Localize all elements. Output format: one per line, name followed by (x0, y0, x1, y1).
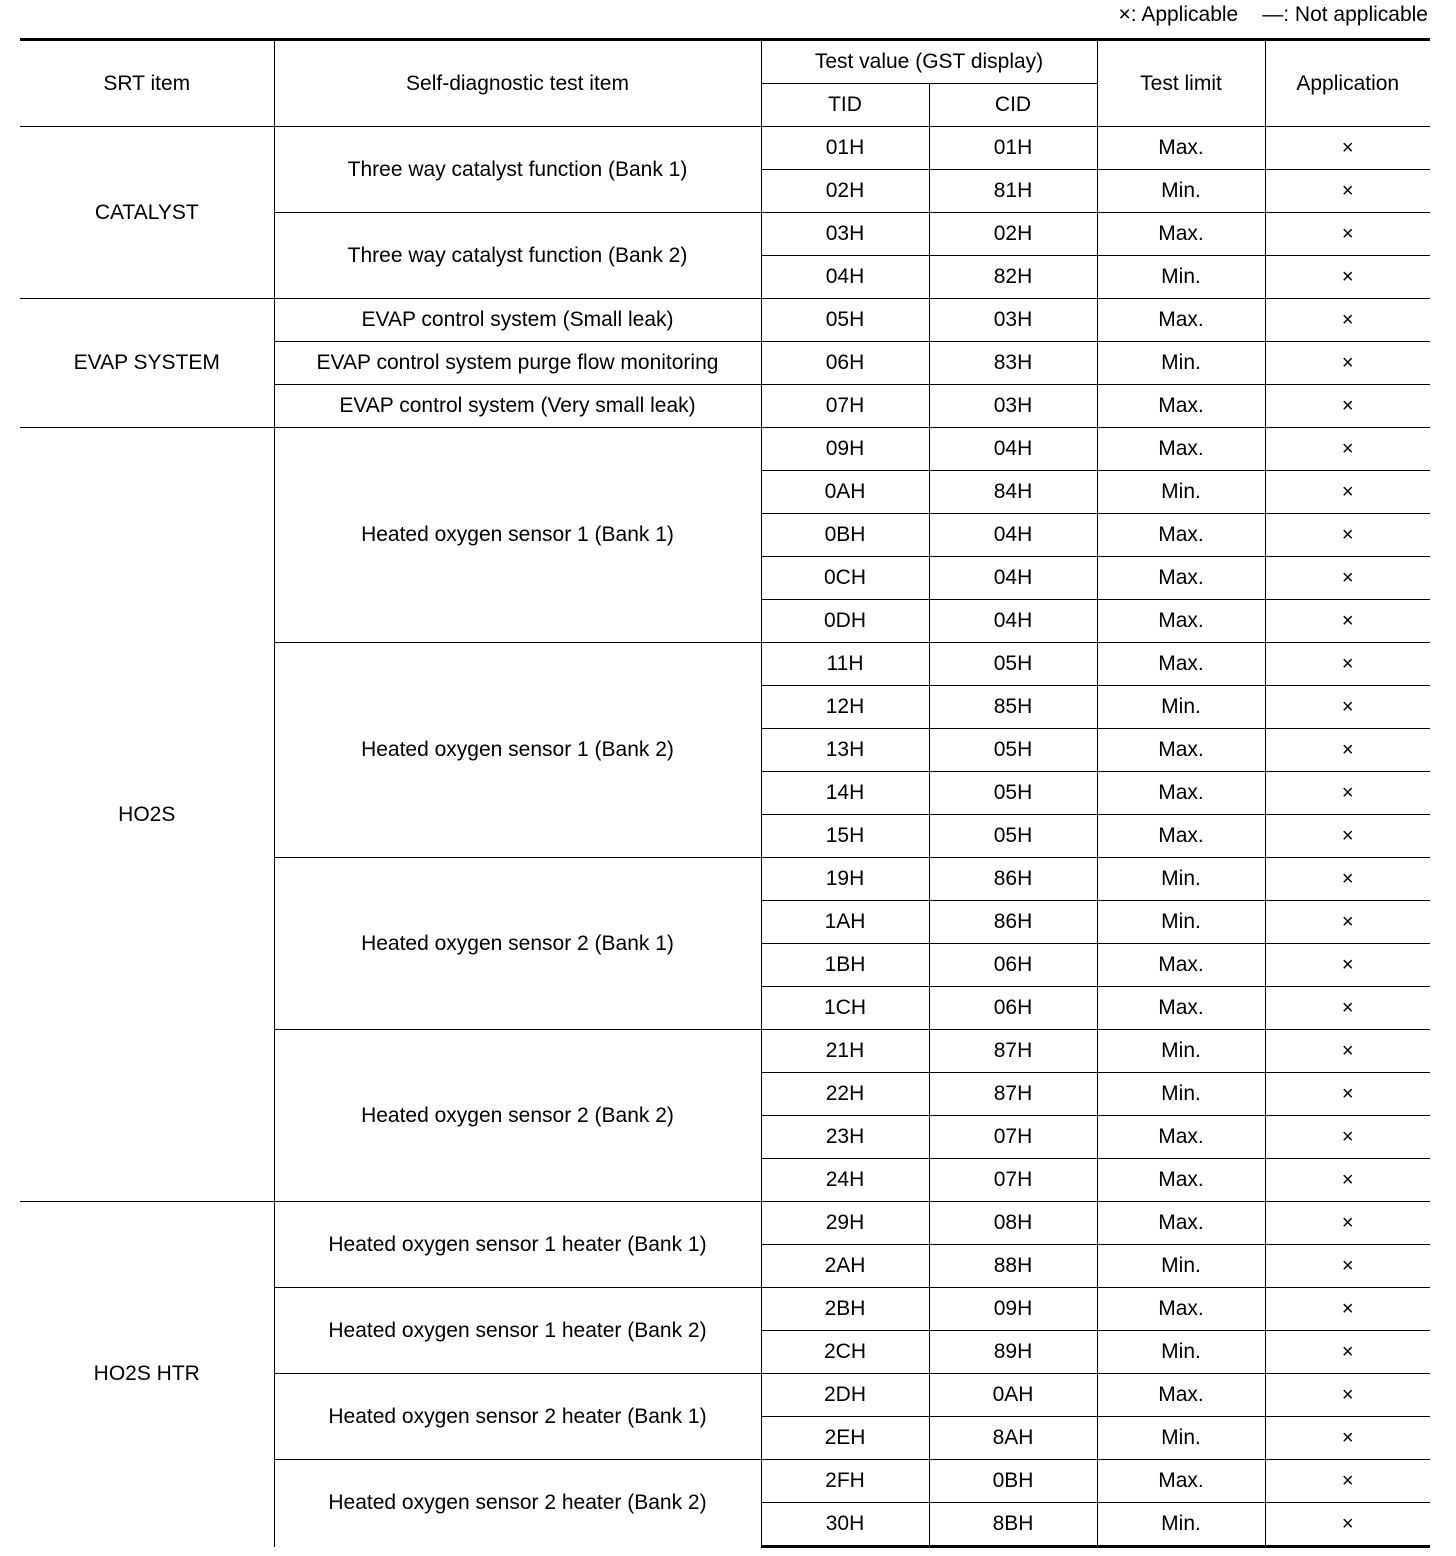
test-item-cell: Three way catalyst function (Bank 1) (274, 127, 761, 213)
application-mark: × (1265, 1460, 1430, 1503)
application-mark: × (1265, 256, 1430, 299)
test-item-cell: EVAP control system (Very small leak) (274, 385, 761, 428)
cid-cell: 83H (929, 342, 1097, 385)
cid-cell: 03H (929, 385, 1097, 428)
srt-item-cell: EVAP SYSTEM (20, 299, 274, 428)
application-mark: × (1265, 299, 1430, 342)
srt-table (20, 38, 1430, 1548)
cid-cell: 03H (929, 299, 1097, 342)
test-limit-cell: Min. (1097, 686, 1265, 729)
application-mark: × (1265, 1503, 1430, 1547)
application-mark: × (1265, 213, 1430, 256)
test-limit-cell: Max. (1097, 772, 1265, 815)
test-item-cell: Heated oxygen sensor 1 (Bank 2) (274, 643, 761, 858)
header-test-value: Test value (GST display) (761, 40, 1097, 84)
tid-cell: 2CH (761, 1331, 929, 1374)
test-limit-cell: Max. (1097, 600, 1265, 643)
test-limit-cell: Max. (1097, 1116, 1265, 1159)
header-application: Application (1265, 40, 1430, 127)
test-item-cell: Heated oxygen sensor 1 heater (Bank 1) (274, 1202, 761, 1288)
test-item-cell: Heated oxygen sensor 2 (Bank 2) (274, 1030, 761, 1202)
cid-cell: 86H (929, 901, 1097, 944)
test-limit-cell: Max. (1097, 987, 1265, 1030)
cid-cell: 04H (929, 557, 1097, 600)
tid-cell: 0DH (761, 600, 929, 643)
cid-cell: 07H (929, 1116, 1097, 1159)
table-row (20, 127, 1430, 170)
tid-cell: 2AH (761, 1245, 929, 1288)
cid-cell: 87H (929, 1030, 1097, 1073)
table-row (20, 428, 1430, 471)
tid-cell: 0BH (761, 514, 929, 557)
application-mark: × (1265, 643, 1430, 686)
cid-cell: 87H (929, 1073, 1097, 1116)
tid-cell: 07H (761, 385, 929, 428)
application-mark: × (1265, 1202, 1430, 1245)
table-header (20, 40, 1430, 127)
tid-cell: 01H (761, 127, 929, 170)
application-mark: × (1265, 342, 1430, 385)
cid-cell: 06H (929, 987, 1097, 1030)
application-mark: × (1265, 1116, 1430, 1159)
tid-cell: 30H (761, 1503, 929, 1547)
table-body (20, 127, 1430, 1547)
application-mark: × (1265, 815, 1430, 858)
table-row (20, 299, 1430, 342)
tid-cell: 23H (761, 1116, 929, 1159)
test-limit-cell: Min. (1097, 342, 1265, 385)
test-limit-cell: Max. (1097, 944, 1265, 987)
cid-cell: 02H (929, 213, 1097, 256)
tid-cell: 09H (761, 428, 929, 471)
cid-cell: 08H (929, 1202, 1097, 1245)
application-mark: × (1265, 1288, 1430, 1331)
test-limit-cell: Max. (1097, 1202, 1265, 1245)
application-mark: × (1265, 987, 1430, 1030)
test-limit-cell: Max. (1097, 514, 1265, 557)
test-limit-cell: Max. (1097, 299, 1265, 342)
application-mark: × (1265, 1417, 1430, 1460)
cid-cell: 0BH (929, 1460, 1097, 1503)
tid-cell: 1BH (761, 944, 929, 987)
cid-cell: 82H (929, 256, 1097, 299)
table-row (20, 1202, 1430, 1245)
tid-cell: 2BH (761, 1288, 929, 1331)
test-limit-cell: Min. (1097, 1503, 1265, 1547)
tid-cell: 21H (761, 1030, 929, 1073)
test-limit-cell: Max. (1097, 815, 1265, 858)
tid-cell: 19H (761, 858, 929, 901)
test-item-cell: Heated oxygen sensor 2 (Bank 1) (274, 858, 761, 1030)
tid-cell: 2FH (761, 1460, 929, 1503)
tid-cell: 1CH (761, 987, 929, 1030)
test-item-cell: Three way catalyst function (Bank 2) (274, 213, 761, 299)
srt-item-cell: HO2S (20, 428, 274, 1202)
tid-cell: 2EH (761, 1417, 929, 1460)
cid-cell: 05H (929, 643, 1097, 686)
application-mark: × (1265, 1374, 1430, 1417)
test-limit-cell: Max. (1097, 127, 1265, 170)
cid-cell: 05H (929, 772, 1097, 815)
tid-cell: 1AH (761, 901, 929, 944)
tid-cell: 14H (761, 772, 929, 815)
test-limit-cell: Min. (1097, 1073, 1265, 1116)
test-limit-cell: Max. (1097, 385, 1265, 428)
test-limit-cell: Min. (1097, 1331, 1265, 1374)
application-mark: × (1265, 772, 1430, 815)
test-limit-cell: Min. (1097, 1245, 1265, 1288)
test-limit-cell: Min. (1097, 471, 1265, 514)
cid-cell: 86H (929, 858, 1097, 901)
application-mark: × (1265, 686, 1430, 729)
test-limit-cell: Min. (1097, 1030, 1265, 1073)
test-limit-cell: Max. (1097, 1288, 1265, 1331)
test-limit-cell: Min. (1097, 901, 1265, 944)
application-mark: × (1265, 1159, 1430, 1202)
tid-cell: 03H (761, 213, 929, 256)
header-cid: CID (929, 84, 1097, 127)
application-mark: × (1265, 858, 1430, 901)
legend (1119, 2, 1428, 28)
application-mark: × (1265, 428, 1430, 471)
application-mark: × (1265, 1030, 1430, 1073)
cid-cell: 04H (929, 600, 1097, 643)
test-limit-cell: Max. (1097, 1159, 1265, 1202)
tid-cell: 22H (761, 1073, 929, 1116)
test-limit-cell: Max. (1097, 557, 1265, 600)
application-mark: × (1265, 600, 1430, 643)
tid-cell: 15H (761, 815, 929, 858)
test-item-cell: Heated oxygen sensor 1 heater (Bank 2) (274, 1288, 761, 1374)
tid-cell: 0AH (761, 471, 929, 514)
cid-cell: 09H (929, 1288, 1097, 1331)
test-limit-cell: Min. (1097, 858, 1265, 901)
srt-item-cell: HO2S HTR (20, 1202, 274, 1547)
test-limit-cell: Min. (1097, 1417, 1265, 1460)
cid-cell: 05H (929, 815, 1097, 858)
cid-cell: 81H (929, 170, 1097, 213)
application-mark: × (1265, 471, 1430, 514)
tid-cell: 0CH (761, 557, 929, 600)
tid-cell: 02H (761, 170, 929, 213)
legend-not-applicable: —: Not applicable (1262, 3, 1428, 26)
tid-cell: 12H (761, 686, 929, 729)
application-mark: × (1265, 1073, 1430, 1116)
cid-cell: 05H (929, 729, 1097, 772)
srt-item-cell: CATALYST (20, 127, 274, 299)
cid-cell: 8AH (929, 1417, 1097, 1460)
header-test-limit: Test limit (1097, 40, 1265, 127)
test-limit-cell: Max. (1097, 428, 1265, 471)
test-limit-cell: Max. (1097, 1460, 1265, 1503)
cid-cell: 0AH (929, 1374, 1097, 1417)
application-mark: × (1265, 1245, 1430, 1288)
application-mark: × (1265, 557, 1430, 600)
cid-cell: 89H (929, 1331, 1097, 1374)
tid-cell: 13H (761, 729, 929, 772)
tid-cell: 29H (761, 1202, 929, 1245)
test-limit-cell: Max. (1097, 643, 1265, 686)
tid-cell: 06H (761, 342, 929, 385)
application-mark: × (1265, 385, 1430, 428)
tid-cell: 24H (761, 1159, 929, 1202)
application-mark: × (1265, 1331, 1430, 1374)
application-mark: × (1265, 514, 1430, 557)
test-item-cell: EVAP control system (Small leak) (274, 299, 761, 342)
cid-cell: 07H (929, 1159, 1097, 1202)
test-item-cell: EVAP control system purge flow monitoring (274, 342, 761, 385)
test-limit-cell: Min. (1097, 170, 1265, 213)
header-srt-item: SRT item (20, 40, 274, 127)
tid-cell: 11H (761, 643, 929, 686)
application-mark: × (1265, 901, 1430, 944)
application-mark: × (1265, 127, 1430, 170)
test-limit-cell: Min. (1097, 256, 1265, 299)
application-mark: × (1265, 944, 1430, 987)
tid-cell: 2DH (761, 1374, 929, 1417)
test-limit-cell: Max. (1097, 1374, 1265, 1417)
cid-cell: 8BH (929, 1503, 1097, 1547)
test-limit-cell: Max. (1097, 213, 1265, 256)
test-limit-cell: Max. (1097, 729, 1265, 772)
test-item-cell: Heated oxygen sensor 2 heater (Bank 2) (274, 1460, 761, 1547)
cid-cell: 06H (929, 944, 1097, 987)
tid-cell: 05H (761, 299, 929, 342)
test-item-cell: Heated oxygen sensor 1 (Bank 1) (274, 428, 761, 643)
application-mark: × (1265, 729, 1430, 772)
cid-cell: 04H (929, 428, 1097, 471)
header-test-item: Self-diagnostic test item (274, 40, 761, 127)
test-item-cell: Heated oxygen sensor 2 heater (Bank 1) (274, 1374, 761, 1460)
tid-cell: 04H (761, 256, 929, 299)
cid-cell: 84H (929, 471, 1097, 514)
header-tid: TID (761, 84, 929, 127)
application-mark: × (1265, 170, 1430, 213)
legend-applicable: ×: Applicable (1118, 3, 1239, 26)
cid-cell: 88H (929, 1245, 1097, 1288)
cid-cell: 85H (929, 686, 1097, 729)
cid-cell: 01H (929, 127, 1097, 170)
cid-cell: 04H (929, 514, 1097, 557)
